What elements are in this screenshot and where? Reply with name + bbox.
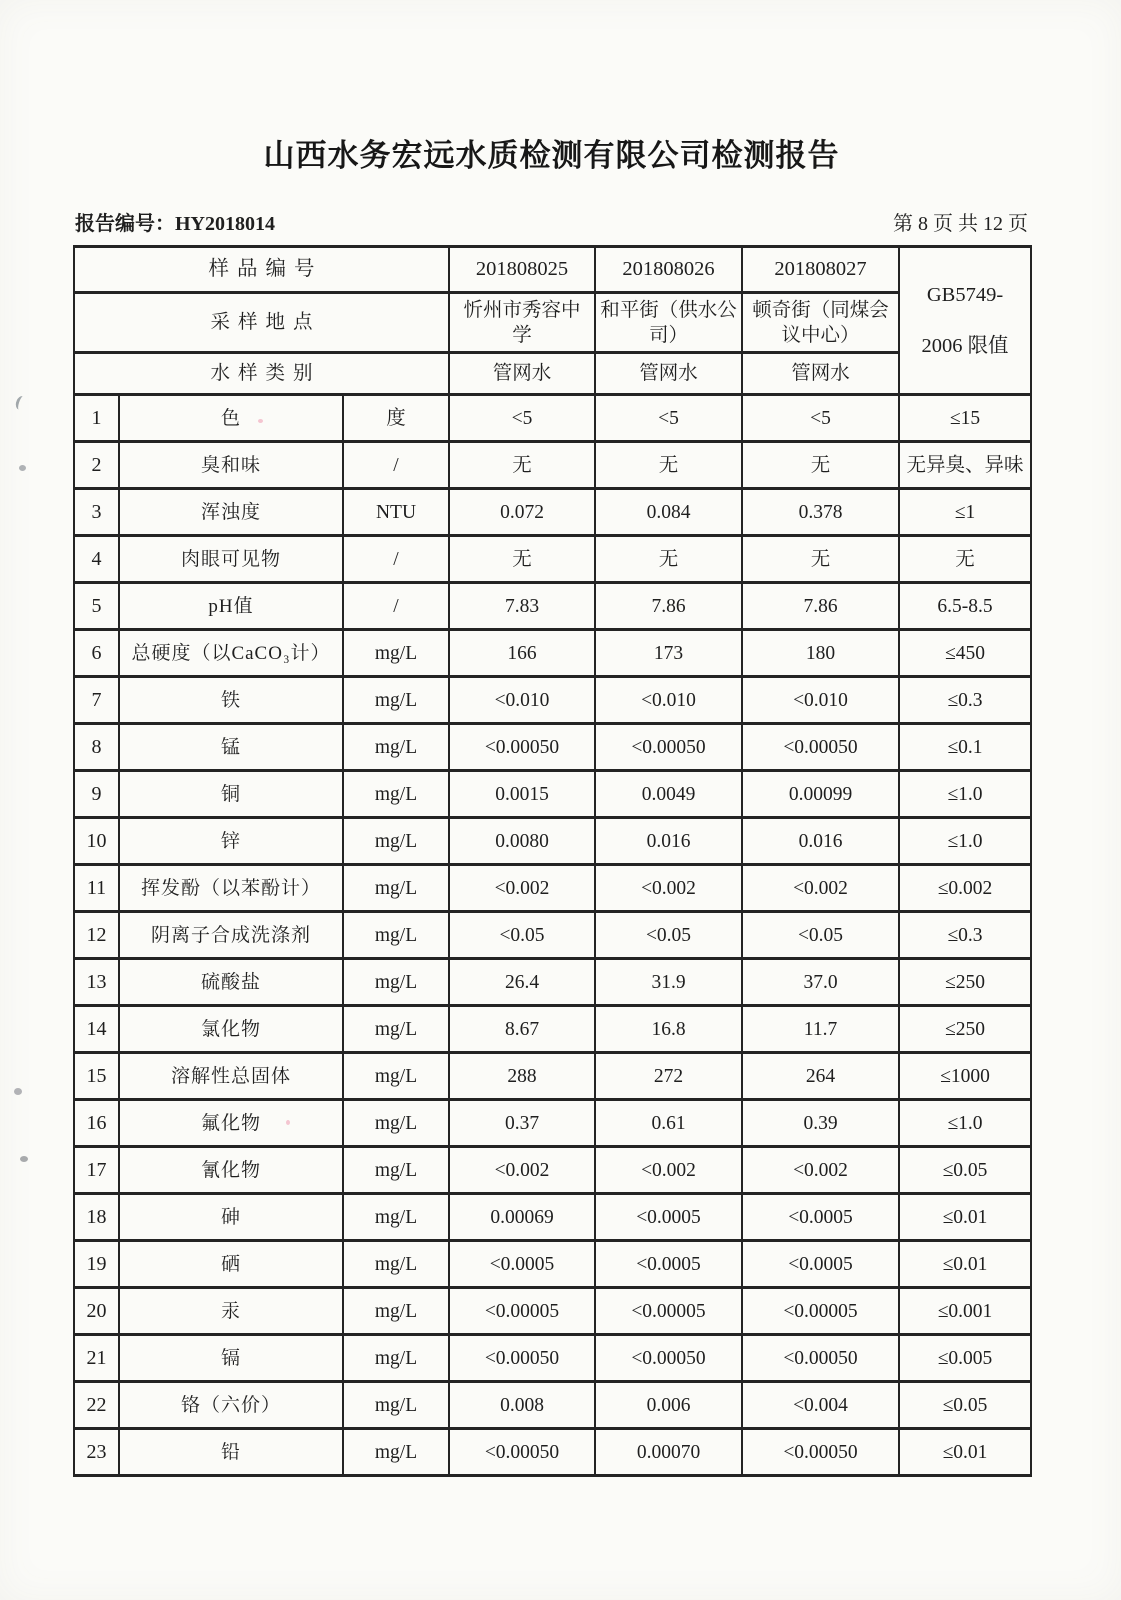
row-index: 4 (74, 536, 119, 583)
water-type-1: 管网水 (449, 353, 595, 395)
table-row (74, 677, 1031, 724)
table-row (74, 1006, 1031, 1053)
sample-1-value: 0.008 (449, 1382, 595, 1429)
limit-value: ≤0.05 (899, 1147, 1031, 1194)
unit-value: mg/L (343, 1382, 449, 1429)
table-row (74, 724, 1031, 771)
sample-3-value: <5 (742, 395, 899, 442)
sample-2-value: <5 (595, 395, 742, 442)
table-row (74, 630, 1031, 677)
scan-artifact (20, 1156, 28, 1162)
report-content (73, 0, 1030, 1477)
row-index: 2 (74, 442, 119, 489)
parameter-name: 砷 (119, 1194, 343, 1241)
parameter-name: 铬（六价） (119, 1382, 343, 1429)
parameter-name: 阴离子合成洗涤剂 (119, 912, 343, 959)
parameter-name: 铅 (119, 1429, 343, 1476)
water-type-3: 管网水 (742, 353, 899, 395)
scan-artifact (14, 1088, 22, 1095)
unit-value: mg/L (343, 630, 449, 677)
sample-3-value: <0.0005 (742, 1241, 899, 1288)
parameter-name: 肉眼可见物 (119, 536, 343, 583)
unit-value: / (343, 442, 449, 489)
sample-1-value: 8.67 (449, 1006, 595, 1053)
sample-1-value: 0.37 (449, 1100, 595, 1147)
limit-standard-line1: GB5749- (926, 283, 1004, 306)
sample-1-value: 288 (449, 1053, 595, 1100)
parameter-name: 臭和味 (119, 442, 343, 489)
table-row (74, 771, 1031, 818)
sample-3-value: 无 (742, 536, 899, 583)
unit-value: mg/L (343, 1006, 449, 1053)
table-body (74, 395, 1031, 1476)
water-quality-results-table (73, 245, 1032, 1477)
row-index: 12 (74, 912, 119, 959)
table-row (74, 442, 1031, 489)
sample-1-value: <0.00005 (449, 1288, 595, 1335)
sample-1-value: 0.0015 (449, 771, 595, 818)
parameter-name: 氯化物 (119, 1006, 343, 1053)
limit-value: ≤450 (899, 630, 1031, 677)
sample-1-value: <0.00050 (449, 724, 595, 771)
row-index: 14 (74, 1006, 119, 1053)
limit-value: ≤1.0 (899, 771, 1031, 818)
unit-value: mg/L (343, 677, 449, 724)
limit-value: ≤15 (899, 395, 1031, 442)
unit-value: / (343, 536, 449, 583)
unit-value: mg/L (343, 818, 449, 865)
unit-value: mg/L (343, 1429, 449, 1476)
sample-3-value: <0.00050 (742, 1429, 899, 1476)
table-row (74, 1053, 1031, 1100)
row-index: 7 (74, 677, 119, 724)
limit-value: ≤0.001 (899, 1288, 1031, 1335)
sample-no-2: 201808026 (595, 247, 742, 293)
sample-3-value: <0.05 (742, 912, 899, 959)
parameter-name: 挥发酚（以苯酚计） (119, 865, 343, 912)
sample-3-value: <0.00005 (742, 1288, 899, 1335)
sample-2-value: 0.00070 (595, 1429, 742, 1476)
sample-3-value: <0.010 (742, 677, 899, 724)
sample-2-value: 31.9 (595, 959, 742, 1006)
sample-1-value: <0.0005 (449, 1241, 595, 1288)
limit-value: ≤250 (899, 1006, 1031, 1053)
sample-no-header-label: 样品编号 (74, 247, 449, 293)
sample-no-3: 201808027 (742, 247, 899, 293)
table-row (74, 912, 1031, 959)
sample-1-value: 0.0080 (449, 818, 595, 865)
row-index: 22 (74, 1382, 119, 1429)
parameter-name: 镉 (119, 1335, 343, 1382)
sample-3-value: <0.00050 (742, 724, 899, 771)
row-index: 18 (74, 1194, 119, 1241)
parameter-name: pH值 (119, 583, 343, 630)
sample-2-value: 0.084 (595, 489, 742, 536)
unit-value: mg/L (343, 724, 449, 771)
parameter-name: 总硬度（以CaCO₃计） (119, 630, 343, 677)
unit-value: mg/L (343, 1053, 449, 1100)
table-row (74, 1100, 1031, 1147)
parameter-name: 锰 (119, 724, 343, 771)
parameter-name: 浑浊度 (119, 489, 343, 536)
row-index: 9 (74, 771, 119, 818)
parameter-name: 氰化物 (119, 1147, 343, 1194)
parameter-name: 铜 (119, 771, 343, 818)
table-row (74, 1429, 1031, 1476)
sample-1-value: 无 (449, 536, 595, 583)
sample-no-1: 201808025 (449, 247, 595, 293)
parameter-name: 硒 (119, 1241, 343, 1288)
row-index: 21 (74, 1335, 119, 1382)
row-index: 13 (74, 959, 119, 1006)
parameter-name: 氟化物 (119, 1100, 343, 1147)
limit-value: ≤0.005 (899, 1335, 1031, 1382)
sample-3-value: 无 (742, 442, 899, 489)
limit-value: ≤0.05 (899, 1382, 1031, 1429)
report-number: 报告编号：HY2018014 (75, 213, 275, 235)
unit-value: mg/L (343, 1194, 449, 1241)
table-row (74, 583, 1031, 630)
table-row (74, 1194, 1031, 1241)
sample-3-value: <0.002 (742, 865, 899, 912)
limit-value: 6.5-8.5 (899, 583, 1031, 630)
table-row (74, 1241, 1031, 1288)
sample-location-1: 忻州市秀容中学 (449, 293, 595, 353)
report-meta-row (73, 207, 1030, 236)
limit-value: ≤0.01 (899, 1241, 1031, 1288)
limit-value: ≤1.0 (899, 1100, 1031, 1147)
sample-2-value: 0.016 (595, 818, 742, 865)
row-index: 19 (74, 1241, 119, 1288)
limit-value: ≤0.1 (899, 724, 1031, 771)
sample-2-value: <0.05 (595, 912, 742, 959)
limit-value: ≤0.002 (899, 865, 1031, 912)
sample-2-value: 0.006 (595, 1382, 742, 1429)
row-index: 10 (74, 818, 119, 865)
sample-1-value: 无 (449, 442, 595, 489)
sample-1-value: <0.002 (449, 865, 595, 912)
sample-2-value: 无 (595, 536, 742, 583)
limit-value: 无 (899, 536, 1031, 583)
sample-2-value: <0.002 (595, 865, 742, 912)
table-row (74, 395, 1031, 442)
scan-artifact (14, 395, 28, 411)
sample-2-value: 272 (595, 1053, 742, 1100)
sample-2-value: <0.00050 (595, 724, 742, 771)
unit-value: mg/L (343, 912, 449, 959)
sample-2-value: 0.0049 (595, 771, 742, 818)
sample-1-value: 26.4 (449, 959, 595, 1006)
table-row (74, 959, 1031, 1006)
limit-standard-header (899, 247, 1031, 395)
sample-3-value: <0.004 (742, 1382, 899, 1429)
sample-2-value: 173 (595, 630, 742, 677)
table-row (74, 536, 1031, 583)
sample-1-value: 0.072 (449, 489, 595, 536)
sample-2-value: 0.61 (595, 1100, 742, 1147)
water-type-header-label: 水样类别 (74, 353, 449, 395)
sample-2-value: <0.00005 (595, 1288, 742, 1335)
limit-value: 无异臭、异味 (899, 442, 1031, 489)
row-index: 17 (74, 1147, 119, 1194)
table-row (74, 818, 1031, 865)
table-header (74, 247, 1031, 395)
sample-location-2: 和平街（供水公司） (595, 293, 742, 353)
parameter-name: 铁 (119, 677, 343, 724)
sample-1-value: <0.00050 (449, 1429, 595, 1476)
sample-1-value: <0.00050 (449, 1335, 595, 1382)
sample-3-value: <0.0005 (742, 1194, 899, 1241)
sample-3-value: 0.00099 (742, 771, 899, 818)
unit-value: mg/L (343, 959, 449, 1006)
sample-3-value: 264 (742, 1053, 899, 1100)
sample-2-value: 16.8 (595, 1006, 742, 1053)
table-row (74, 489, 1031, 536)
limit-value: ≤1000 (899, 1053, 1031, 1100)
header-row-water-type (74, 353, 1031, 395)
sample-2-value: <0.0005 (595, 1194, 742, 1241)
row-index: 20 (74, 1288, 119, 1335)
report-title: 山西水务宏远水质检测有限公司检测报告 (263, 138, 840, 173)
unit-value: mg/L (343, 1241, 449, 1288)
sample-3-value: 7.86 (742, 583, 899, 630)
scan-artifact (19, 465, 26, 471)
sample-3-value: 0.016 (742, 818, 899, 865)
header-row-location (74, 293, 1031, 353)
table-row (74, 1288, 1031, 1335)
water-type-2: 管网水 (595, 353, 742, 395)
unit-value: mg/L (343, 771, 449, 818)
row-index: 15 (74, 1053, 119, 1100)
limit-value: ≤0.01 (899, 1429, 1031, 1476)
row-index: 16 (74, 1100, 119, 1147)
sample-location-3: 顿奇街（同煤会议中心） (742, 293, 899, 353)
parameter-name: 硫酸盐 (119, 959, 343, 1006)
limit-value: ≤1 (899, 489, 1031, 536)
table-row (74, 1335, 1031, 1382)
row-index: 11 (74, 865, 119, 912)
sample-2-value: <0.010 (595, 677, 742, 724)
table-row (74, 865, 1031, 912)
unit-value: mg/L (343, 1100, 449, 1147)
unit-value: mg/L (343, 1335, 449, 1382)
parameter-name: 汞 (119, 1288, 343, 1335)
limit-value: ≤1.0 (899, 818, 1031, 865)
row-index: 23 (74, 1429, 119, 1476)
sample-1-value: 166 (449, 630, 595, 677)
table-row (74, 1147, 1031, 1194)
page-indicator: 第 8 页 共 12 页 (893, 213, 1028, 235)
row-index: 8 (74, 724, 119, 771)
row-index: 5 (74, 583, 119, 630)
row-index: 3 (74, 489, 119, 536)
sample-2-value: <0.002 (595, 1147, 742, 1194)
parameter-name: 色 (119, 395, 343, 442)
sample-3-value: 180 (742, 630, 899, 677)
row-index: 6 (74, 630, 119, 677)
sample-1-value: <0.010 (449, 677, 595, 724)
limit-value: ≤0.3 (899, 677, 1031, 724)
limit-value: ≤0.3 (899, 912, 1031, 959)
sample-3-value: 0.378 (742, 489, 899, 536)
sample-2-value: 7.86 (595, 583, 742, 630)
unit-value: mg/L (343, 1288, 449, 1335)
parameter-name: 溶解性总固体 (119, 1053, 343, 1100)
unit-value: NTU (343, 489, 449, 536)
sample-2-value: <0.0005 (595, 1241, 742, 1288)
sample-1-value: <5 (449, 395, 595, 442)
sample-3-value: 11.7 (742, 1006, 899, 1053)
row-index: 1 (74, 395, 119, 442)
location-header-label: 采样地点 (74, 293, 449, 353)
limit-standard-line2: 2006 限值 (921, 334, 1009, 357)
header-row-sample-no (74, 247, 1031, 293)
sample-1-value: 0.00069 (449, 1194, 595, 1241)
sample-3-value: 0.39 (742, 1100, 899, 1147)
sample-1-value: <0.05 (449, 912, 595, 959)
unit-value: 度 (343, 395, 449, 442)
unit-value: mg/L (343, 865, 449, 912)
sample-3-value: <0.00050 (742, 1335, 899, 1382)
sample-2-value: 无 (595, 442, 742, 489)
table-row (74, 1382, 1031, 1429)
sample-1-value: <0.002 (449, 1147, 595, 1194)
parameter-name: 锌 (119, 818, 343, 865)
unit-value: / (343, 583, 449, 630)
unit-value: mg/L (343, 1147, 449, 1194)
sample-3-value: <0.002 (742, 1147, 899, 1194)
sample-1-value: 7.83 (449, 583, 595, 630)
limit-value: ≤0.01 (899, 1194, 1031, 1241)
limit-value: ≤250 (899, 959, 1031, 1006)
sample-3-value: 37.0 (742, 959, 899, 1006)
sample-2-value: <0.00050 (595, 1335, 742, 1382)
